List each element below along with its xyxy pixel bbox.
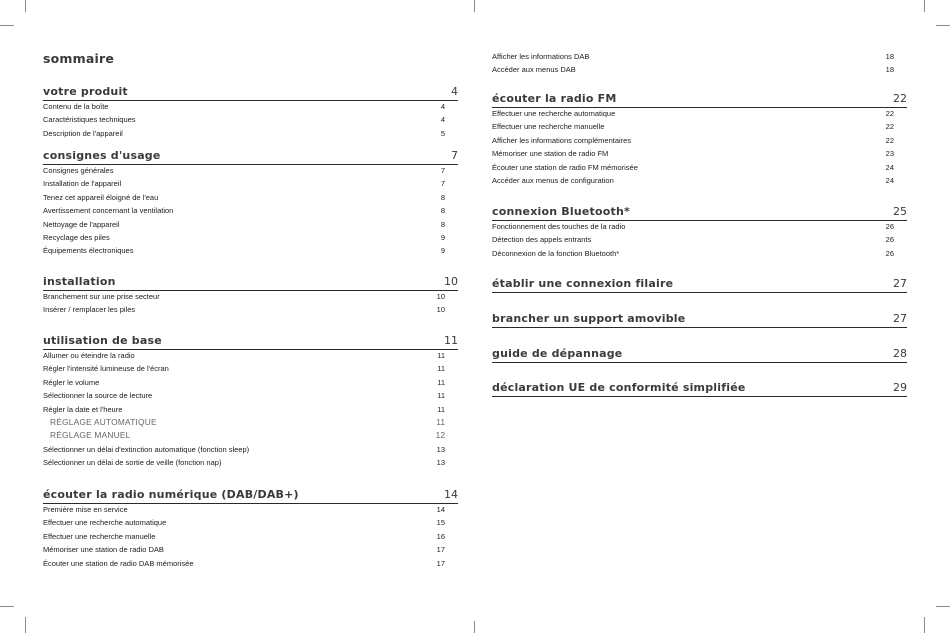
- toc-entry[interactable]: [43, 232, 458, 243]
- toc-entry-page: 22: [885, 135, 894, 145]
- toc-entry[interactable]: [43, 404, 458, 415]
- toc-entry[interactable]: [43, 192, 458, 203]
- toc-entry-page: 18: [885, 52, 894, 61]
- toc-entry-page: 14: [436, 505, 445, 514]
- toc-entry-page: 11: [437, 364, 445, 374]
- toc-entry-label: Installation de l'appareil: [43, 179, 122, 189]
- section-heading[interactable]: [492, 93, 907, 108]
- toc-entry[interactable]: [492, 175, 907, 186]
- toc-entry-page: 10: [436, 305, 445, 315]
- toc-entry-label: RÉGLAGE MANUEL: [50, 430, 131, 441]
- section-title: déclaration UE de conformité simplifiée: [492, 381, 746, 394]
- toc-entry[interactable]: [43, 457, 458, 468]
- toc-entry-page: 11: [437, 351, 445, 360]
- section-page: 11: [444, 334, 458, 347]
- toc-entry[interactable]: [43, 205, 458, 216]
- section-page: 22: [893, 92, 907, 105]
- toc-entry-page: 24: [885, 176, 894, 185]
- toc-entry[interactable]: [492, 64, 907, 75]
- toc-entry-page: 15: [436, 518, 445, 528]
- toc-entry-page: 5: [440, 128, 445, 138]
- toc-entry-label: Régler la date et l'heure: [43, 404, 123, 414]
- toc-entry[interactable]: [43, 304, 458, 315]
- toc-entry-label: Mémoriser une station de radio DAB: [43, 545, 164, 555]
- toc-entry-label: Sélectionner la source de lecture: [43, 391, 153, 401]
- toc-entry[interactable]: [492, 248, 907, 259]
- section-heading[interactable]: [492, 313, 907, 328]
- toc-entry[interactable]: [492, 234, 907, 245]
- toc-entry-label: Écouter une station de radio DAB mémorisée: [43, 558, 194, 568]
- toc-entry[interactable]: [43, 219, 458, 230]
- toc-entry-page: 8: [440, 206, 445, 216]
- toc-entry[interactable]: [492, 121, 907, 132]
- toc-entry-label: Sélectionner un délai d'extinction automatique (fonction sleep): [43, 444, 250, 454]
- toc-entry-page: 11: [437, 404, 445, 414]
- toc-entry-label: Accéder aux menus de configuration: [492, 176, 614, 185]
- toc-entry[interactable]: [43, 430, 458, 441]
- section-title: votre produit: [43, 85, 128, 98]
- toc-entry-label: RÉGLAGE AUTOMATIQUE: [50, 417, 157, 427]
- toc-entry-label: Déconnexion de la fonction Bluetooth*: [492, 248, 620, 258]
- toc-entry-label: Accéder aux menus DAB: [492, 65, 576, 75]
- toc-entry[interactable]: [492, 108, 907, 119]
- toc-entry-page: 11: [437, 377, 445, 387]
- section-heading[interactable]: [43, 489, 458, 504]
- crop-mark: [474, 0, 475, 12]
- toc-entry[interactable]: [43, 350, 458, 361]
- toc-entry[interactable]: [43, 390, 458, 401]
- toc-entry-label: Afficher les informations DAB: [492, 52, 590, 61]
- toc-entry-label: Effectuer une recherche manuelle: [492, 122, 605, 132]
- crop-mark: [924, 0, 925, 12]
- toc-entry[interactable]: [43, 517, 458, 528]
- toc-entry-page: 18: [885, 65, 894, 75]
- toc-entry[interactable]: [492, 162, 907, 173]
- toc-entry-page: 4: [440, 102, 445, 111]
- toc-entry[interactable]: [43, 377, 458, 388]
- section-title: installation: [43, 275, 116, 288]
- toc-entry[interactable]: [43, 504, 458, 515]
- toc-entry[interactable]: [492, 135, 907, 146]
- toc-entry-label: Première mise en service: [43, 505, 128, 514]
- toc-entry-label: Tenez cet appareil éloigné de l'eau: [43, 192, 159, 202]
- toc-entry-page: 16: [436, 531, 445, 541]
- toc-entry-label: Allumer ou éteindre la radio: [43, 351, 135, 360]
- toc-entry-label: Effectuer une recherche manuelle: [43, 531, 156, 541]
- toc-entry[interactable]: [43, 558, 458, 569]
- toc-entry-page: 4: [440, 115, 445, 125]
- section-title: guide de dépannage: [492, 347, 623, 360]
- section-heading[interactable]: [492, 278, 907, 293]
- section-page: 28: [893, 347, 907, 360]
- toc-entry-label: Branchement sur une prise secteur: [43, 292, 160, 301]
- toc-entry-label: Fonctionnement des touches de la radio: [492, 222, 626, 231]
- toc-entry-label: Équipements électroniques: [43, 246, 134, 256]
- toc-entry-page: 22: [885, 122, 894, 132]
- section-page: 25: [893, 205, 907, 218]
- toc-entry-label: Sélectionner un délai de sortie de veille (fonction nap): [43, 458, 222, 468]
- toc-entry[interactable]: [492, 221, 907, 232]
- section-title: consignes d'usage: [43, 149, 161, 162]
- crop-mark: [924, 617, 925, 633]
- toc-entry-label: Contenu de la boîte: [43, 102, 109, 111]
- crop-mark: [936, 25, 950, 26]
- page-title: sommaire: [43, 51, 115, 66]
- toc-entry-label: Avertissement concernant la ventilation: [43, 206, 174, 216]
- toc-entry-page: 17: [436, 558, 445, 568]
- toc-entry-page: 13: [436, 444, 445, 454]
- toc-entry[interactable]: [43, 417, 458, 428]
- toc-entry-page: 11: [436, 417, 445, 427]
- toc-entry-page: 22: [885, 109, 894, 118]
- toc-entry-label: Effectuer une recherche automatique: [43, 518, 167, 528]
- toc-entry[interactable]: [43, 101, 458, 112]
- crop-mark: [936, 606, 950, 607]
- toc-entry[interactable]: [43, 291, 458, 302]
- section-page: 14: [444, 488, 458, 501]
- toc-entry-page: 9: [440, 233, 445, 242]
- toc-entry-page: 26: [885, 235, 894, 245]
- toc-entry-label: Consignes générales: [43, 166, 114, 175]
- section-heading[interactable]: [43, 86, 458, 101]
- section-heading[interactable]: [492, 206, 907, 221]
- section-title: établir une connexion filaire: [492, 277, 674, 290]
- section-title: connexion Bluetooth*: [492, 205, 630, 218]
- toc-entry[interactable]: [43, 544, 458, 555]
- toc-entry[interactable]: [43, 114, 458, 125]
- section-title: écouter la radio numérique (DAB/DAB+): [43, 488, 299, 501]
- crop-mark: [0, 25, 14, 26]
- toc-entry-label: Afficher les informations complémentaires: [492, 135, 632, 145]
- toc-entry-page: 17: [436, 545, 445, 555]
- toc-entry-page: 7: [440, 166, 445, 175]
- toc-entry-label: Régler le volume: [43, 377, 100, 387]
- section-page: 29: [893, 381, 907, 394]
- toc-entry-label: Caractéristiques techniques: [43, 115, 136, 125]
- section-heading[interactable]: [492, 348, 907, 363]
- section-page: 27: [893, 277, 907, 290]
- toc-entry-page: 12: [435, 430, 445, 441]
- toc-entry[interactable]: [492, 51, 907, 62]
- section-title: écouter la radio FM: [492, 92, 617, 105]
- toc-entry[interactable]: [43, 245, 458, 256]
- toc-entry[interactable]: [43, 363, 458, 374]
- toc-entry-page: 8: [440, 219, 445, 229]
- toc-entry-label: Effectuer une recherche automatique: [492, 109, 616, 118]
- toc-entry[interactable]: [43, 531, 458, 542]
- crop-mark: [25, 617, 26, 633]
- toc-entry-label: Mémoriser une station de radio FM: [492, 149, 609, 159]
- toc-entry-page: 8: [440, 192, 445, 202]
- toc-entry-page: 7: [440, 179, 445, 189]
- toc-entry-page: 26: [885, 222, 894, 231]
- toc-entry[interactable]: [43, 178, 458, 189]
- section-title: brancher un support amovible: [492, 312, 686, 325]
- section-heading[interactable]: [492, 382, 907, 397]
- toc-entry-page: 24: [885, 162, 894, 172]
- toc-entry-page: 11: [437, 391, 445, 401]
- toc-entry[interactable]: [492, 148, 907, 159]
- toc-entry-label: Description de l'appareil: [43, 128, 123, 138]
- toc-entry-page: 10: [436, 292, 445, 301]
- crop-mark: [474, 621, 475, 633]
- toc-entry-label: Écouter une station de radio FM mémorisée: [492, 162, 638, 172]
- toc-entry-page: 26: [885, 248, 894, 258]
- section-page: 10: [444, 275, 458, 288]
- section-heading[interactable]: [43, 150, 458, 165]
- toc-entry-label: Régler l'intensité lumineuse de l'écran: [43, 364, 169, 374]
- toc-entry-page: 9: [440, 246, 445, 256]
- section-title: utilisation de base: [43, 334, 162, 347]
- toc-entry-label: Détection des appels entrants: [492, 235, 592, 245]
- toc-entry-label: Nettoyage de l'appareil: [43, 219, 120, 229]
- toc-entry[interactable]: [43, 165, 458, 176]
- section-heading[interactable]: [43, 276, 458, 291]
- toc-entry[interactable]: [43, 128, 458, 139]
- crop-mark: [0, 606, 14, 607]
- toc-entry-label: Recyclage des piles: [43, 233, 110, 242]
- toc-entry-label: Insérer / remplacer les piles: [43, 305, 136, 315]
- crop-mark: [25, 0, 26, 12]
- section-page: 4: [451, 85, 458, 98]
- toc-entry-page: 23: [885, 149, 894, 159]
- section-page: 7: [451, 149, 458, 162]
- section-page: 27: [893, 312, 907, 325]
- toc-entry-page: 13: [436, 458, 445, 468]
- toc-entry[interactable]: [43, 444, 458, 455]
- section-heading[interactable]: [43, 335, 458, 350]
